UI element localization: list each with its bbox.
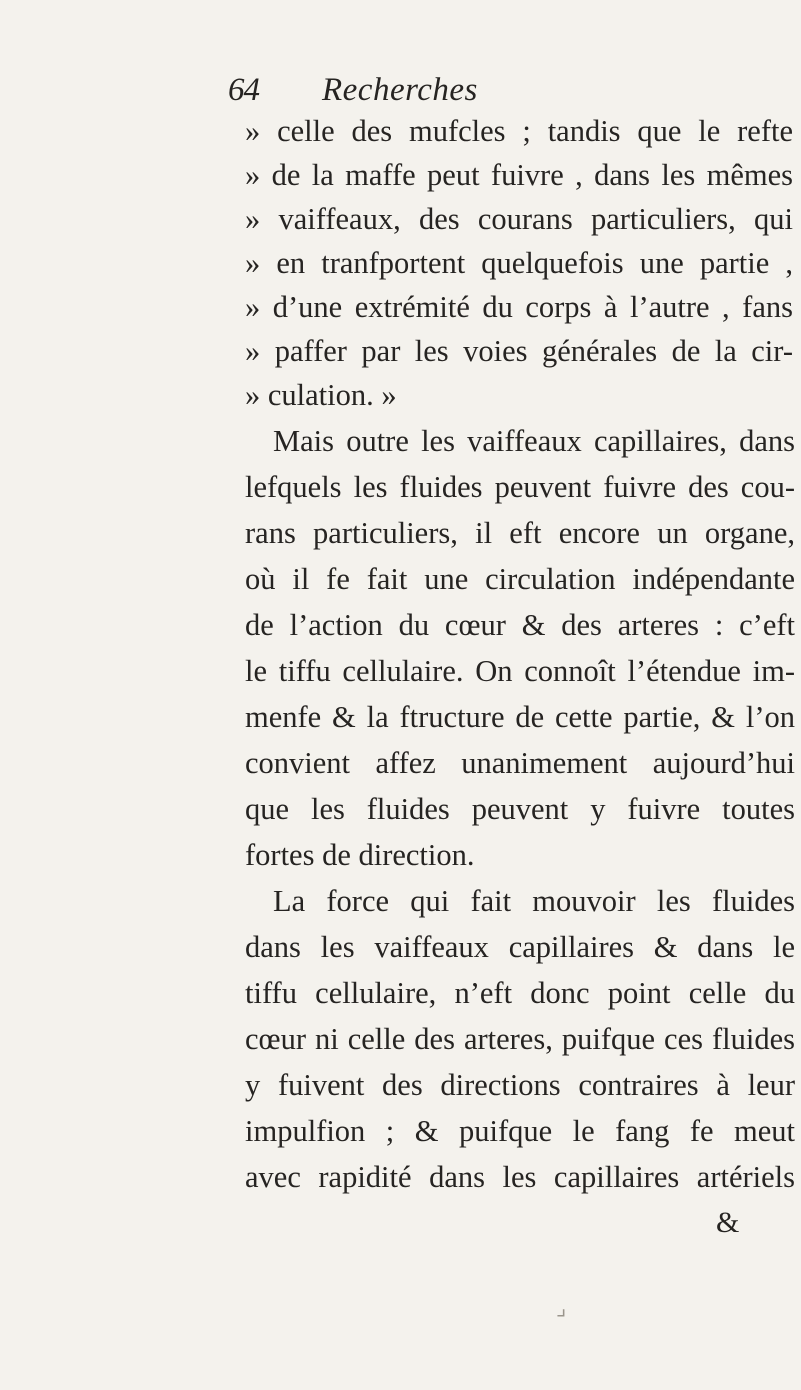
- paper-mark: ⌟: [556, 1295, 567, 1320]
- text-line: le tiffu cellulaire. On connoît l’étendue im-: [245, 654, 795, 688]
- text-line: Mais outre les vaiffeaux capillaires, dans: [273, 424, 795, 458]
- text-line: lefquels les fluides peuvent fuivre des cou-: [245, 470, 795, 504]
- text-line: » vaiffeaux, des courans particuliers, qui: [245, 202, 793, 236]
- text-line: cœur ni celle des arteres, puifque ces fluides: [245, 1022, 795, 1056]
- text-line: » d’une extrémité du corps à l’autre , fans: [245, 290, 793, 324]
- page-number: 64: [228, 72, 259, 108]
- text-line: » celle des mufcles ; tandis que le refte: [245, 114, 793, 148]
- text-line: dans les vaiffeaux capillaires & dans le: [245, 930, 795, 964]
- running-title: Recherches: [322, 72, 478, 108]
- text-line: convient affez unanimement aujourd’hui: [245, 746, 795, 780]
- text-line: où il fe fait une circulation indépendante: [245, 562, 795, 596]
- text-line: La force qui fait mouvoir les fluides: [273, 884, 795, 918]
- text-line: impulfion ; & puifque le fang fe meut: [245, 1114, 795, 1148]
- catchword: &: [716, 1206, 740, 1239]
- text-line: fortes de direction.: [245, 838, 475, 872]
- text-line: avec rapidité dans les capillaires artériels: [245, 1160, 795, 1194]
- text-line: » culation. »: [245, 378, 397, 412]
- text-line: y fuivent des directions contraires à leur: [245, 1068, 795, 1102]
- text-line: menfe & la ftructure de cette partie, & l’on: [245, 700, 795, 734]
- text-line: tiffu cellulaire, n’eft donc point celle du: [245, 976, 795, 1010]
- text-line: » en tranfportent quelquefois une partie ,: [245, 246, 793, 280]
- text-line: que les fluides peuvent y fuivre toutes: [245, 792, 795, 826]
- text-line: » de la maffe peut fuivre , dans les mêmes: [245, 158, 793, 192]
- text-line: rans particuliers, il eft encore un organe,: [245, 516, 795, 550]
- text-line: » paffer par les voies générales de la cir-: [245, 334, 793, 368]
- text-line: de l’action du cœur & des arteres : c’eft: [245, 608, 795, 642]
